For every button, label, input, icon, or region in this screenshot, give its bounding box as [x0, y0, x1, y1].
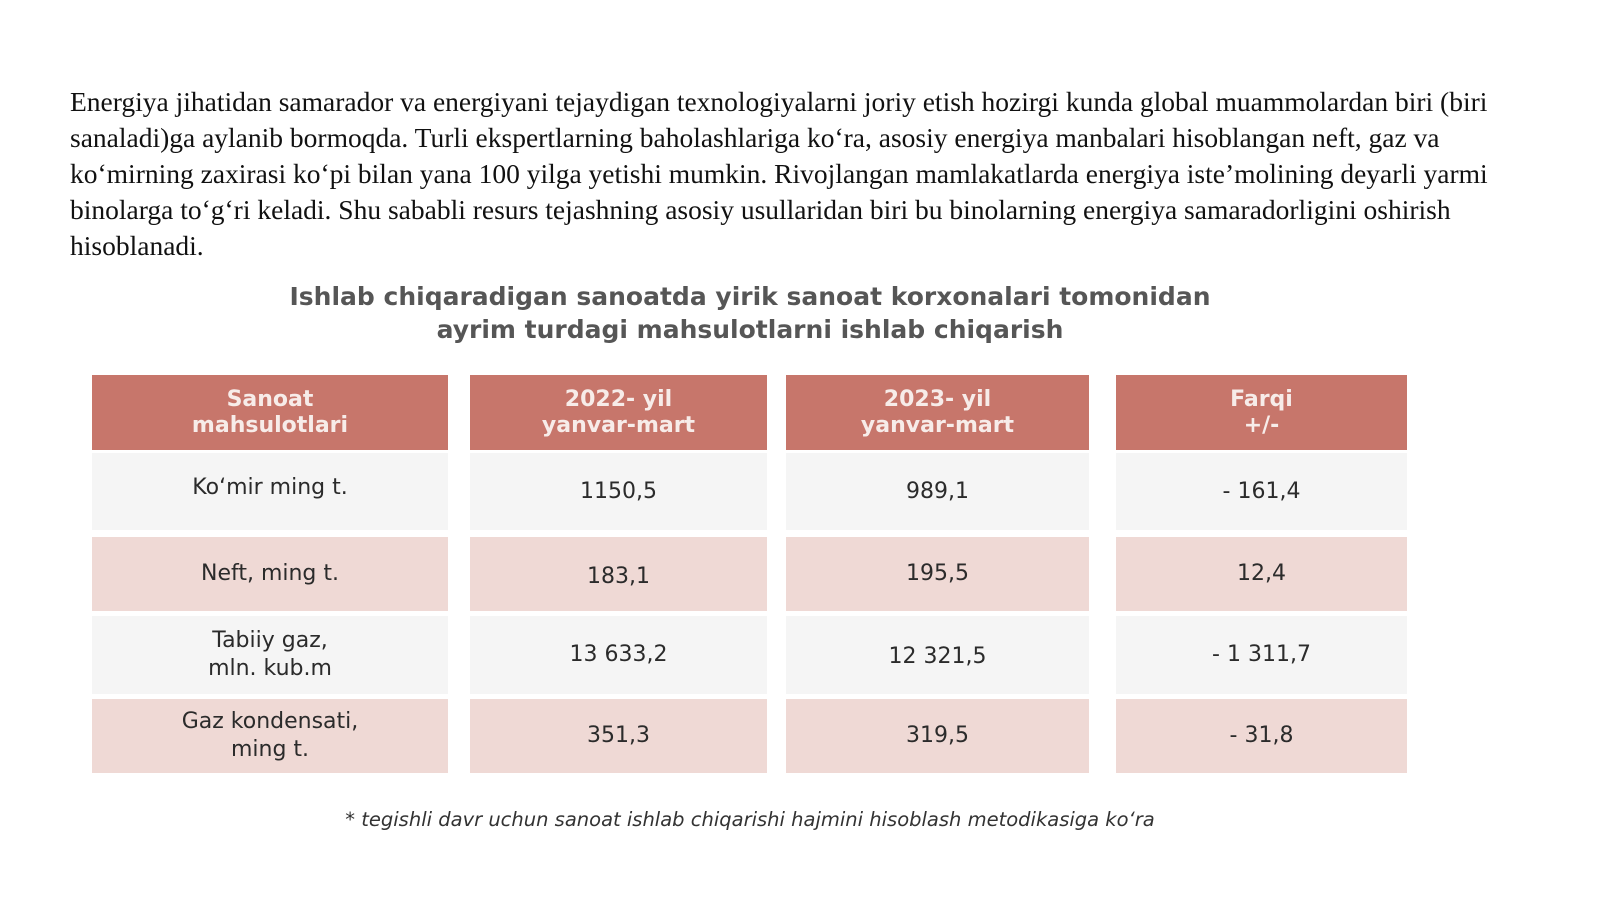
figure-title-line-1: Ishlab chiqaradigan sanoatda yirik sanoat korxonalari tomonidan: [289, 282, 1211, 311]
table-cell-difference: - 1 311,7: [1116, 616, 1407, 694]
table-cell-difference: - 31,8: [1116, 699, 1407, 773]
table-cell-difference: - 161,4: [1116, 453, 1407, 530]
figure-footnote: * tegishli davr uchun sanoat ishlab chiqarishi hajmini hisoblash metodikasiga ko‘ra: [345, 808, 1155, 831]
table-cell-2023: 12 321,5: [786, 616, 1089, 694]
table-cell-2023: 319,5: [786, 699, 1089, 773]
table-header-2023: 2023- yil yanvar-mart: [786, 375, 1089, 450]
table-cell-2023: 989,1: [786, 453, 1089, 530]
table-cell-product: Tabiiy gaz, mln. kub.m: [92, 616, 448, 694]
table-cell-difference: 12,4: [1116, 537, 1407, 611]
table-cell-2022: 13 633,2: [470, 616, 767, 694]
table-cell-2022: 183,1: [470, 537, 767, 611]
table-cell-2022: 351,3: [470, 699, 767, 773]
table-cell-product: Gaz kondensati, ming t.: [92, 699, 448, 773]
table-header-difference: Farqi +/-: [1116, 375, 1407, 450]
figure-title: [80, 280, 1420, 346]
intro-paragraph: Energiya jihatidan samarador va energiyani tejaydigan texnologiyalarni joriy etish hozirgi kunda global muammolardan biri (biri sanaladi)ga aylanib bormoqda. Turli ekspertlarning baholashlariga ko‘ra, asosiy energiya manbalari hisoblangan neft, gaz va ko‘mirning zaxirasi ko‘pi bilan yana 100 yilga yetishi mumkin. Rivojlangan mamlakatlarda energiya iste’molining deyarli yarmi binolarga to‘g‘ri keladi. Shu sababli resurs tejashning asosiy usullaridan biri bu binolarning energiya samaradorligini oshirish hisoblanadi.: [70, 86, 1488, 261]
table-header-products: Sanoat mahsulotlari: [92, 375, 448, 450]
figure-title-line-2: ayrim turdagi mahsulotlarni ishlab chiqarish: [436, 315, 1064, 344]
table-cell-2022: 1150,5: [470, 453, 767, 530]
table-cell-product: Neft, ming t.: [92, 537, 448, 611]
table-cell-2023: 195,5: [786, 537, 1089, 611]
table-header-2022: 2022- yil yanvar-mart: [470, 375, 767, 450]
table-cell-product: Ko‘mir ming t.: [92, 453, 448, 530]
